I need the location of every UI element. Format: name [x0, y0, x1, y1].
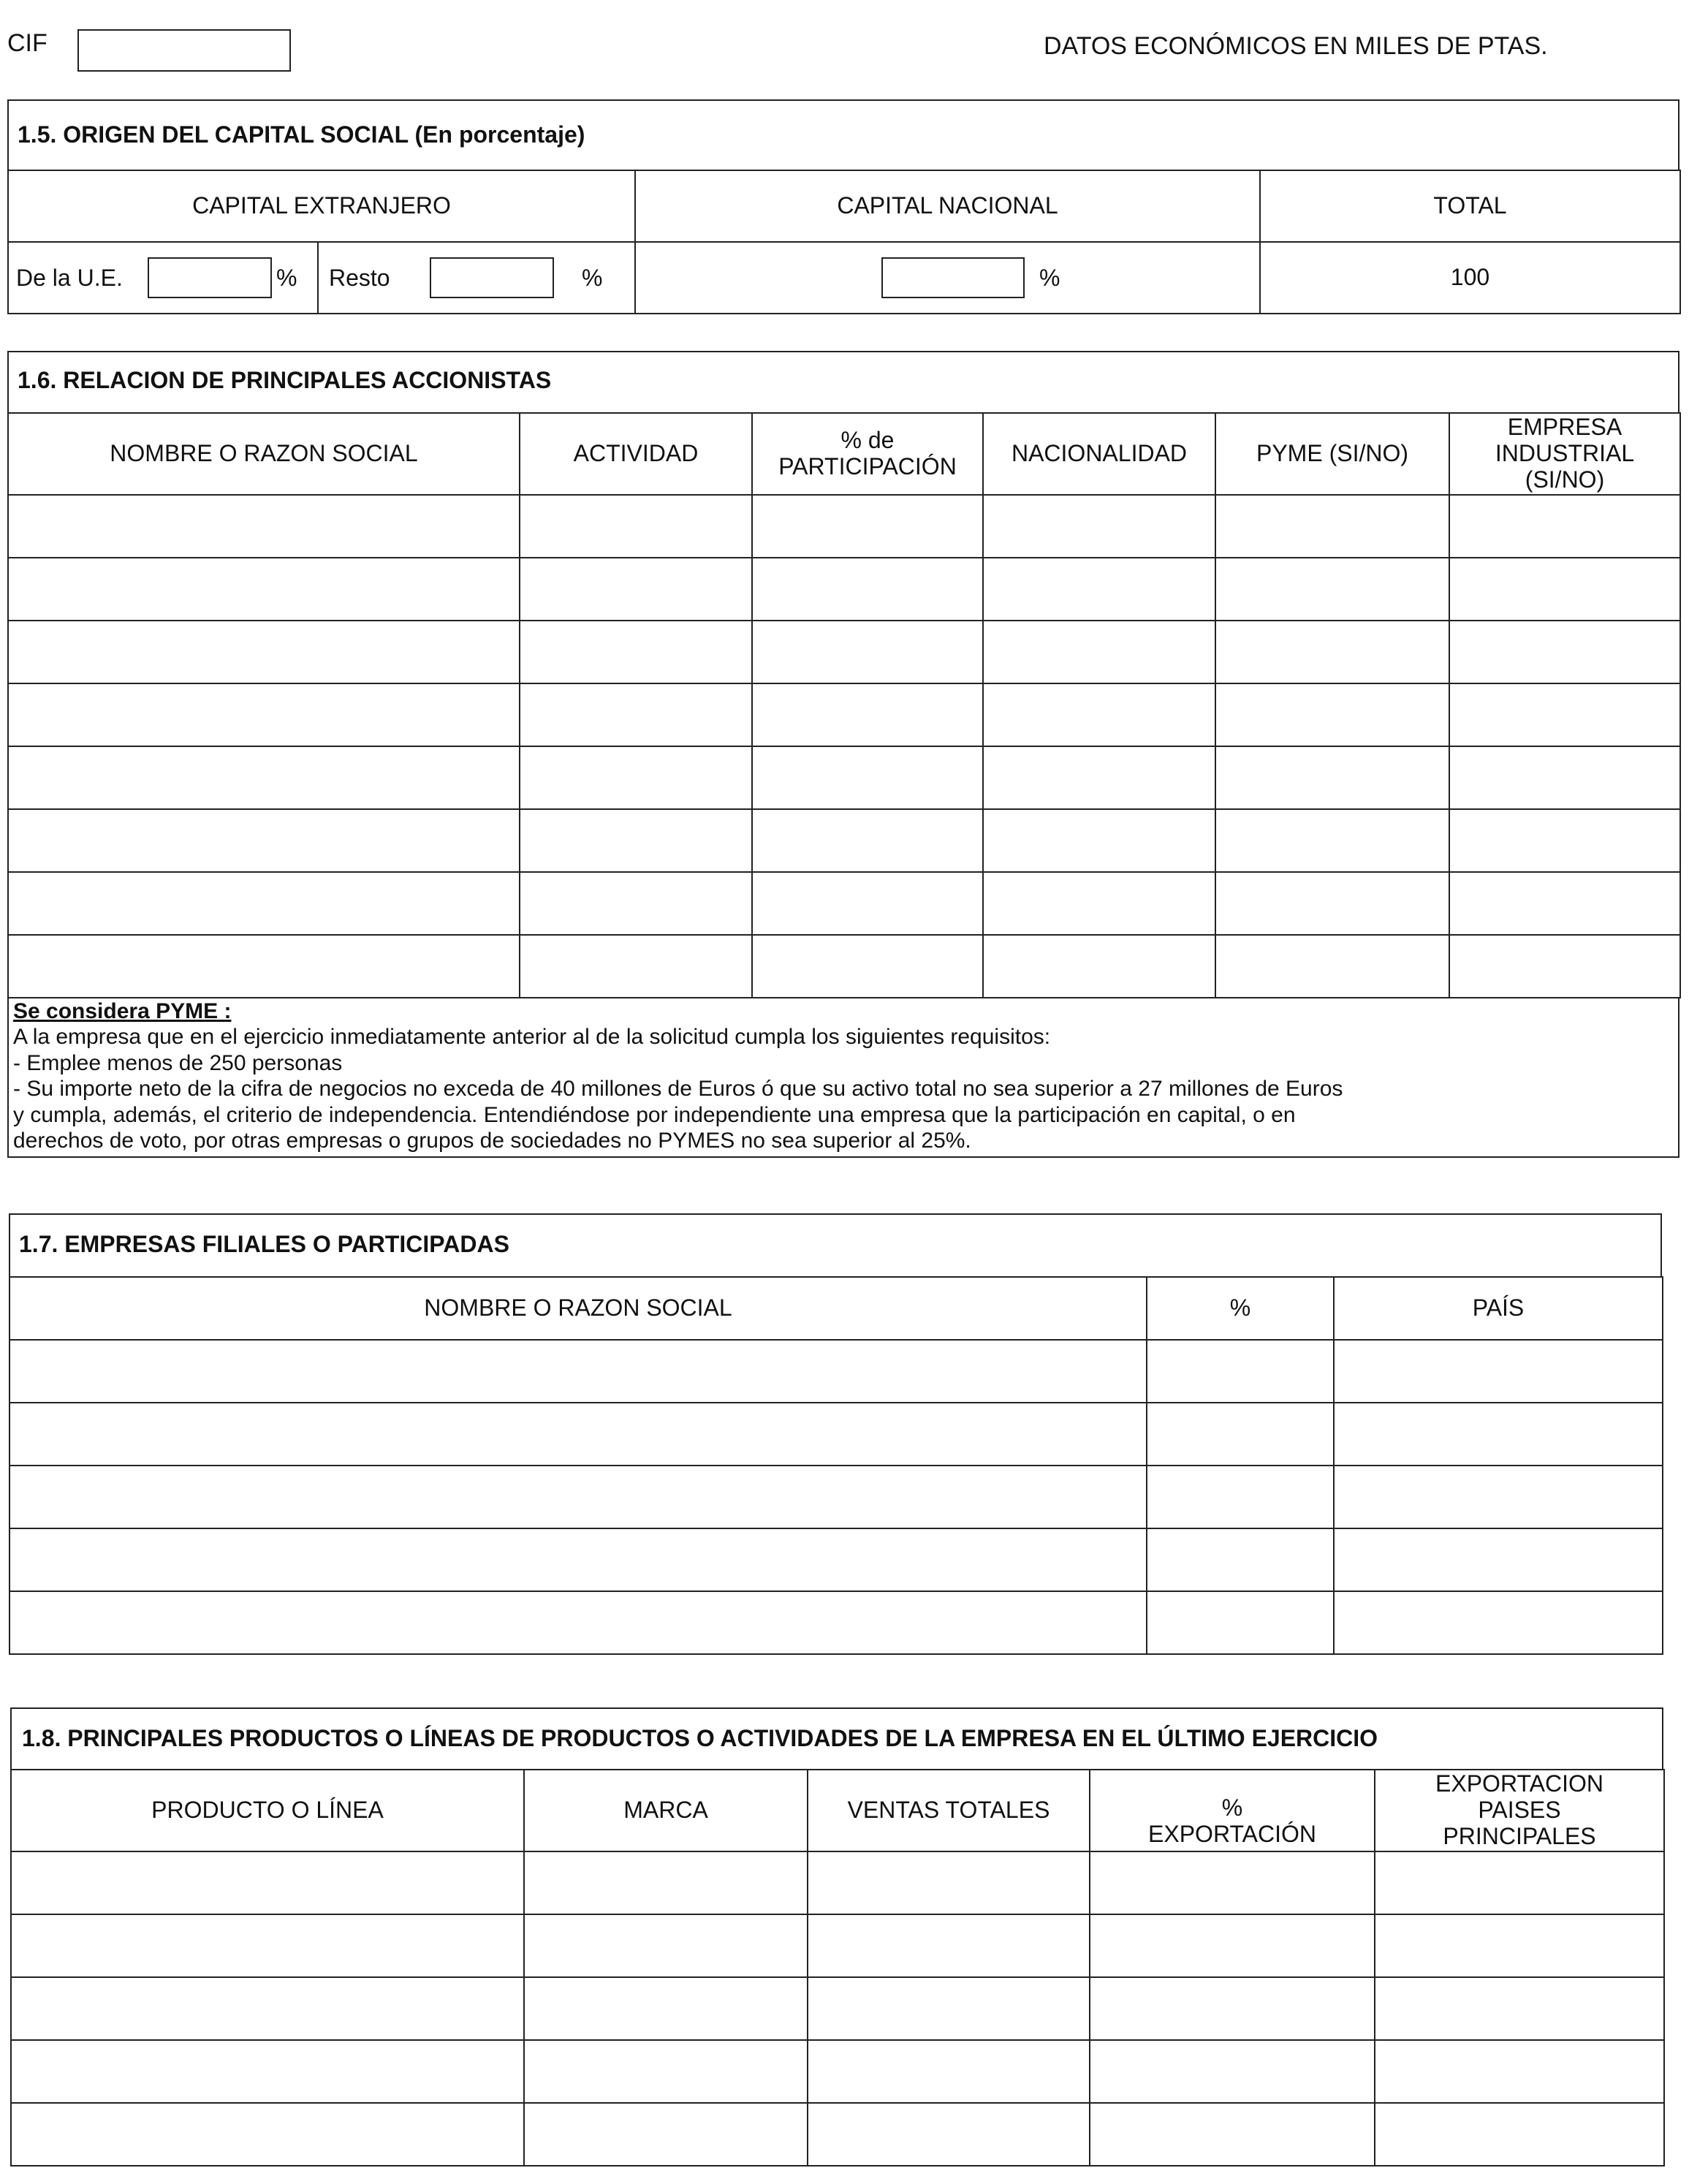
product-row-cell[interactable] — [11, 2040, 524, 2103]
shareholder-row-cell[interactable] — [1215, 683, 1449, 746]
product-row-cell[interactable] — [1375, 1851, 1664, 1914]
th-pyme: PYME (SI/NO) — [1215, 413, 1449, 495]
shareholder-row-cell[interactable] — [752, 621, 983, 683]
subsidiary-row-cell[interactable] — [1334, 1591, 1663, 1654]
pyme-note-title: Se considera PYME : — [13, 999, 232, 1023]
shareholder-row-cell[interactable] — [983, 746, 1215, 809]
product-row-cell[interactable] — [1090, 1977, 1375, 2040]
th-marca: MARCA — [524, 1770, 808, 1851]
product-row-cell[interactable] — [808, 1914, 1090, 1977]
subsidiary-row-cell[interactable] — [1147, 1528, 1334, 1591]
product-row — [11, 1977, 1664, 2040]
resto-label: Resto — [329, 265, 390, 291]
shareholder-row-cell[interactable] — [520, 621, 752, 683]
shareholder-row — [8, 809, 1680, 872]
col-total: TOTAL — [1260, 170, 1680, 242]
shareholder-row-cell[interactable] — [983, 495, 1215, 558]
shareholder-row-cell[interactable] — [1215, 621, 1449, 683]
th-producto: PRODUCTO O LÍNEA — [11, 1770, 524, 1851]
shareholder-row-cell[interactable] — [520, 683, 752, 746]
shareholder-row-cell[interactable] — [8, 746, 520, 809]
shareholder-row-cell[interactable] — [752, 746, 983, 809]
shareholder-row-cell[interactable] — [1449, 935, 1680, 998]
subsidiary-row-cell[interactable] — [1334, 1528, 1663, 1591]
shareholder-row — [8, 621, 1680, 683]
subsidiary-row-cell[interactable] — [1334, 1403, 1663, 1466]
shareholder-row-cell[interactable] — [520, 495, 752, 558]
product-row-cell[interactable] — [808, 2103, 1090, 2166]
page-title: DATOS ECONÓMICOS EN MILES DE PTAS. — [1044, 32, 1548, 60]
shareholder-row — [8, 746, 1680, 809]
product-row-cell[interactable] — [1090, 1851, 1375, 1914]
shareholder-row — [8, 683, 1680, 746]
shareholder-row-cell[interactable] — [1215, 558, 1449, 621]
product-row-cell[interactable] — [808, 2040, 1090, 2103]
resto-cell — [318, 242, 635, 314]
pyme-note-req2b: y cumpla, además, el criterio de independencia. Entendiéndose por independiente una empresa que la participación en capital, o en — [13, 1102, 1296, 1127]
th-nacionalidad: NACIONALIDAD — [983, 413, 1215, 495]
shareholder-row-cell[interactable] — [1449, 872, 1680, 935]
product-row-cell[interactable] — [11, 1977, 524, 2040]
shareholder-row-cell[interactable] — [8, 935, 520, 998]
th-exportacion-paises: EXPORTACION PAISES PRINCIPALES — [1375, 1770, 1664, 1851]
capital-origin-table — [7, 170, 1681, 314]
shareholder-row-cell[interactable] — [1449, 558, 1680, 621]
shareholder-row-cell[interactable] — [752, 809, 983, 872]
nacional-cell — [635, 242, 1260, 314]
th-nombre: NOMBRE O RAZON SOCIAL — [8, 413, 520, 495]
subsidiary-row — [10, 1466, 1663, 1528]
pyme-note — [13, 998, 1343, 1153]
th-participacion: % de PARTICIPACIÓN — [752, 413, 983, 495]
shareholder-row-cell[interactable] — [1215, 935, 1449, 998]
shareholder-row-cell[interactable] — [752, 935, 983, 998]
product-row-cell[interactable] — [1375, 1977, 1664, 2040]
shareholder-row-cell[interactable] — [520, 558, 752, 621]
pyme-note-req1: - Emplee menos de 250 personas — [13, 1050, 343, 1075]
subsidiary-row — [10, 1528, 1663, 1591]
subsidiary-row-cell[interactable] — [1147, 1466, 1334, 1528]
section-1-5-title: 1.5. ORIGEN DEL CAPITAL SOCIAL (En porcentaje) — [18, 121, 585, 148]
product-row-cell[interactable] — [1375, 2103, 1664, 2166]
total-value: 100 — [1260, 242, 1680, 314]
ue-cell — [8, 242, 318, 314]
shareholder-row-cell[interactable] — [983, 621, 1215, 683]
shareholder-row-cell[interactable] — [520, 746, 752, 809]
subsidiary-row-cell[interactable] — [1147, 1591, 1334, 1654]
col-capital-nacional: CAPITAL NACIONAL — [635, 170, 1260, 242]
product-row-cell[interactable] — [808, 1851, 1090, 1914]
section-1-7-title: 1.7. EMPRESAS FILIALES O PARTICIPADAS — [19, 1231, 509, 1257]
shareholder-row-cell[interactable] — [752, 495, 983, 558]
ue-percent-input[interactable] — [148, 257, 272, 298]
product-row — [11, 2040, 1664, 2103]
ue-label: De la U.E. — [16, 265, 123, 291]
th-porcentaje: % — [1147, 1277, 1334, 1340]
shareholder-row-cell[interactable] — [752, 558, 983, 621]
resto-percent-input[interactable] — [430, 257, 554, 298]
product-row-cell[interactable] — [1090, 2103, 1375, 2166]
shareholder-row-cell[interactable] — [752, 683, 983, 746]
shareholder-row-cell[interactable] — [983, 683, 1215, 746]
shareholder-row-cell[interactable] — [752, 872, 983, 935]
th-ventas-totales: VENTAS TOTALES — [808, 1770, 1090, 1851]
subsidiary-row-cell[interactable] — [1334, 1466, 1663, 1528]
shareholder-row-cell[interactable] — [983, 872, 1215, 935]
products-table — [10, 1769, 1665, 2166]
subsidiaries-table — [9, 1276, 1663, 1655]
shareholder-row-cell[interactable] — [1449, 495, 1680, 558]
nacional-percent-input[interactable] — [881, 257, 1025, 298]
section-1-6-title: 1.6. RELACION DE PRINCIPALES ACCIONISTAS — [18, 367, 552, 393]
th-actividad: ACTIVIDAD — [520, 413, 752, 495]
resto-percent-sign: % — [582, 265, 603, 291]
product-row-cell[interactable] — [11, 1851, 524, 1914]
shareholder-row-cell[interactable] — [1215, 495, 1449, 558]
shareholder-row-cell[interactable] — [1215, 809, 1449, 872]
ue-percent-sign: % — [276, 265, 297, 291]
pyme-note-intro: A la empresa que en el ejercicio inmediatamente anterior al de la solicitud cumpla los siguientes requisitos: — [13, 1025, 1051, 1050]
shareholder-row-cell[interactable] — [520, 935, 752, 998]
shareholder-row-cell[interactable] — [8, 683, 520, 746]
shareholder-row-cell[interactable] — [8, 495, 520, 558]
shareholder-row-cell[interactable] — [983, 558, 1215, 621]
product-row-cell[interactable] — [524, 1977, 808, 2040]
pyme-note-req2c: derechos de voto, por otras empresas o grupos de sociedades no PYMES no sea superior al 25%. — [13, 1128, 971, 1153]
subsidiary-row-cell[interactable] — [1334, 1340, 1663, 1403]
shareholder-row-cell[interactable] — [1449, 621, 1680, 683]
product-row — [11, 1914, 1664, 1977]
shareholder-row-cell[interactable] — [8, 872, 520, 935]
subsidiary-row-cell[interactable] — [10, 1591, 1147, 1654]
shareholder-row — [8, 558, 1680, 621]
subsidiary-row — [10, 1403, 1663, 1466]
shareholder-row-cell[interactable] — [8, 809, 520, 872]
shareholder-row — [8, 872, 1680, 935]
shareholder-row-cell[interactable] — [1449, 746, 1680, 809]
shareholder-row — [8, 495, 1680, 558]
subsidiary-row-cell[interactable] — [1147, 1340, 1334, 1403]
shareholder-row-cell[interactable] — [1215, 872, 1449, 935]
cif-label: CIF — [7, 29, 48, 57]
product-row-cell[interactable] — [1090, 1914, 1375, 1977]
th-pais: PAÍS — [1334, 1277, 1663, 1340]
product-row-cell[interactable] — [524, 1914, 808, 1977]
shareholder-row-cell[interactable] — [1449, 809, 1680, 872]
product-row-cell[interactable] — [524, 2040, 808, 2103]
shareholder-row-cell[interactable] — [8, 621, 520, 683]
th-exportacion-pct: % EXPORTACIÓN — [1090, 1770, 1375, 1851]
th-nombre-filial: NOMBRE O RAZON SOCIAL — [10, 1277, 1147, 1340]
shareholder-row-cell[interactable] — [520, 809, 752, 872]
product-row-cell[interactable] — [11, 2103, 524, 2166]
shareholder-row-cell[interactable] — [1215, 746, 1449, 809]
product-row-cell[interactable] — [1375, 2040, 1664, 2103]
th-empresa-industrial: EMPRESA INDUSTRIAL (SI/NO) — [1449, 413, 1680, 495]
shareholder-row-cell[interactable] — [983, 935, 1215, 998]
shareholder-row — [8, 935, 1680, 998]
cif-input[interactable] — [77, 29, 291, 72]
shareholder-row-cell[interactable] — [8, 558, 520, 621]
product-row-cell[interactable] — [524, 1851, 808, 1914]
product-row-cell[interactable] — [1375, 1914, 1664, 1977]
subsidiary-row-cell[interactable] — [10, 1528, 1147, 1591]
nacional-percent-sign: % — [1039, 265, 1060, 291]
product-row-cell[interactable] — [808, 1977, 1090, 2040]
product-row — [11, 2103, 1664, 2166]
subsidiary-row — [10, 1591, 1663, 1654]
subsidiary-row-cell[interactable] — [1147, 1403, 1334, 1466]
col-capital-extranjero: CAPITAL EXTRANJERO — [8, 170, 635, 242]
shareholder-row-cell[interactable] — [520, 872, 752, 935]
product-row — [11, 1851, 1664, 1914]
product-row-cell[interactable] — [1090, 2040, 1375, 2103]
subsidiary-row-cell[interactable] — [10, 1466, 1147, 1528]
shareholder-row-cell[interactable] — [1449, 683, 1680, 746]
product-row-cell[interactable] — [524, 2103, 808, 2166]
subsidiary-row-cell[interactable] — [10, 1340, 1147, 1403]
shareholders-table — [7, 412, 1681, 998]
section-1-8-title: 1.8. PRINCIPALES PRODUCTOS O LÍNEAS DE PRODUCTOS O ACTIVIDADES DE LA EMPRESA EN EL ÚLTIMO EJERCICIO — [22, 1725, 1378, 1751]
product-row-cell[interactable] — [11, 1914, 524, 1977]
pyme-note-req2a: - Su importe neto de la cifra de negocios no exceda de 40 millones de Euros ó que su activo total no sea superior a 27 millones de Euros — [13, 1077, 1343, 1102]
shareholder-row-cell[interactable] — [983, 809, 1215, 872]
subsidiary-row — [10, 1340, 1663, 1403]
subsidiary-row-cell[interactable] — [10, 1403, 1147, 1466]
